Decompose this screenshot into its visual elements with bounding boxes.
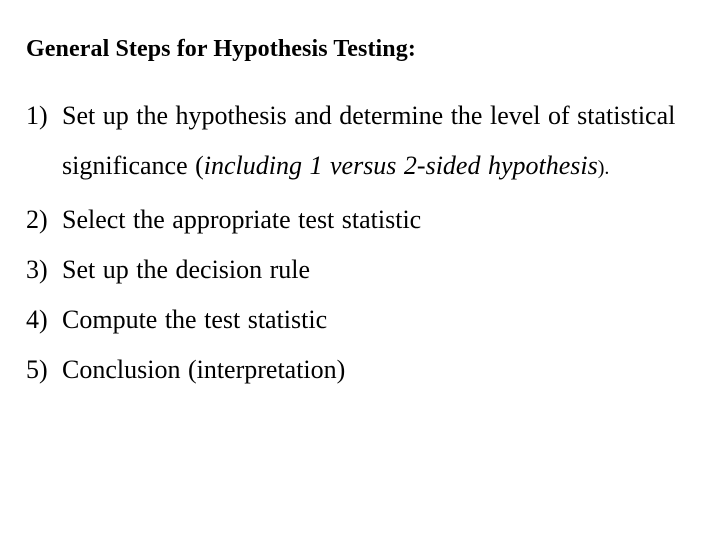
steps-list: [26, 95, 686, 399]
step-text: Conclusion (interpretation): [62, 355, 346, 384]
step-number: 4): [26, 305, 48, 334]
step-item-2: [26, 199, 686, 241]
step-text: Set up the decision rule: [62, 255, 311, 284]
step-number: 5): [26, 355, 48, 384]
step-item-3: [26, 249, 686, 291]
step-number: 2): [26, 205, 48, 234]
step-text: Select the appropriate test statistic: [62, 205, 422, 234]
step-item-5: [26, 349, 686, 391]
step-main-text: Set up the hypothesis and determine the level of statistical significance: [62, 101, 676, 180]
step-text: Compute the test statistic: [62, 305, 328, 334]
step-open-paren: (: [195, 151, 204, 180]
step-italic-text: including 1 versus 2-sided hypothesis: [203, 151, 598, 180]
step-item-4: [26, 299, 686, 341]
step-item-1: [26, 95, 686, 193]
slide-title: General Steps for Hypothesis Testing:: [26, 36, 416, 62]
step-close-paren: ).: [597, 157, 610, 179]
step-number: 1): [26, 101, 48, 130]
step-text: [62, 91, 686, 193]
step-number: 3): [26, 255, 48, 284]
